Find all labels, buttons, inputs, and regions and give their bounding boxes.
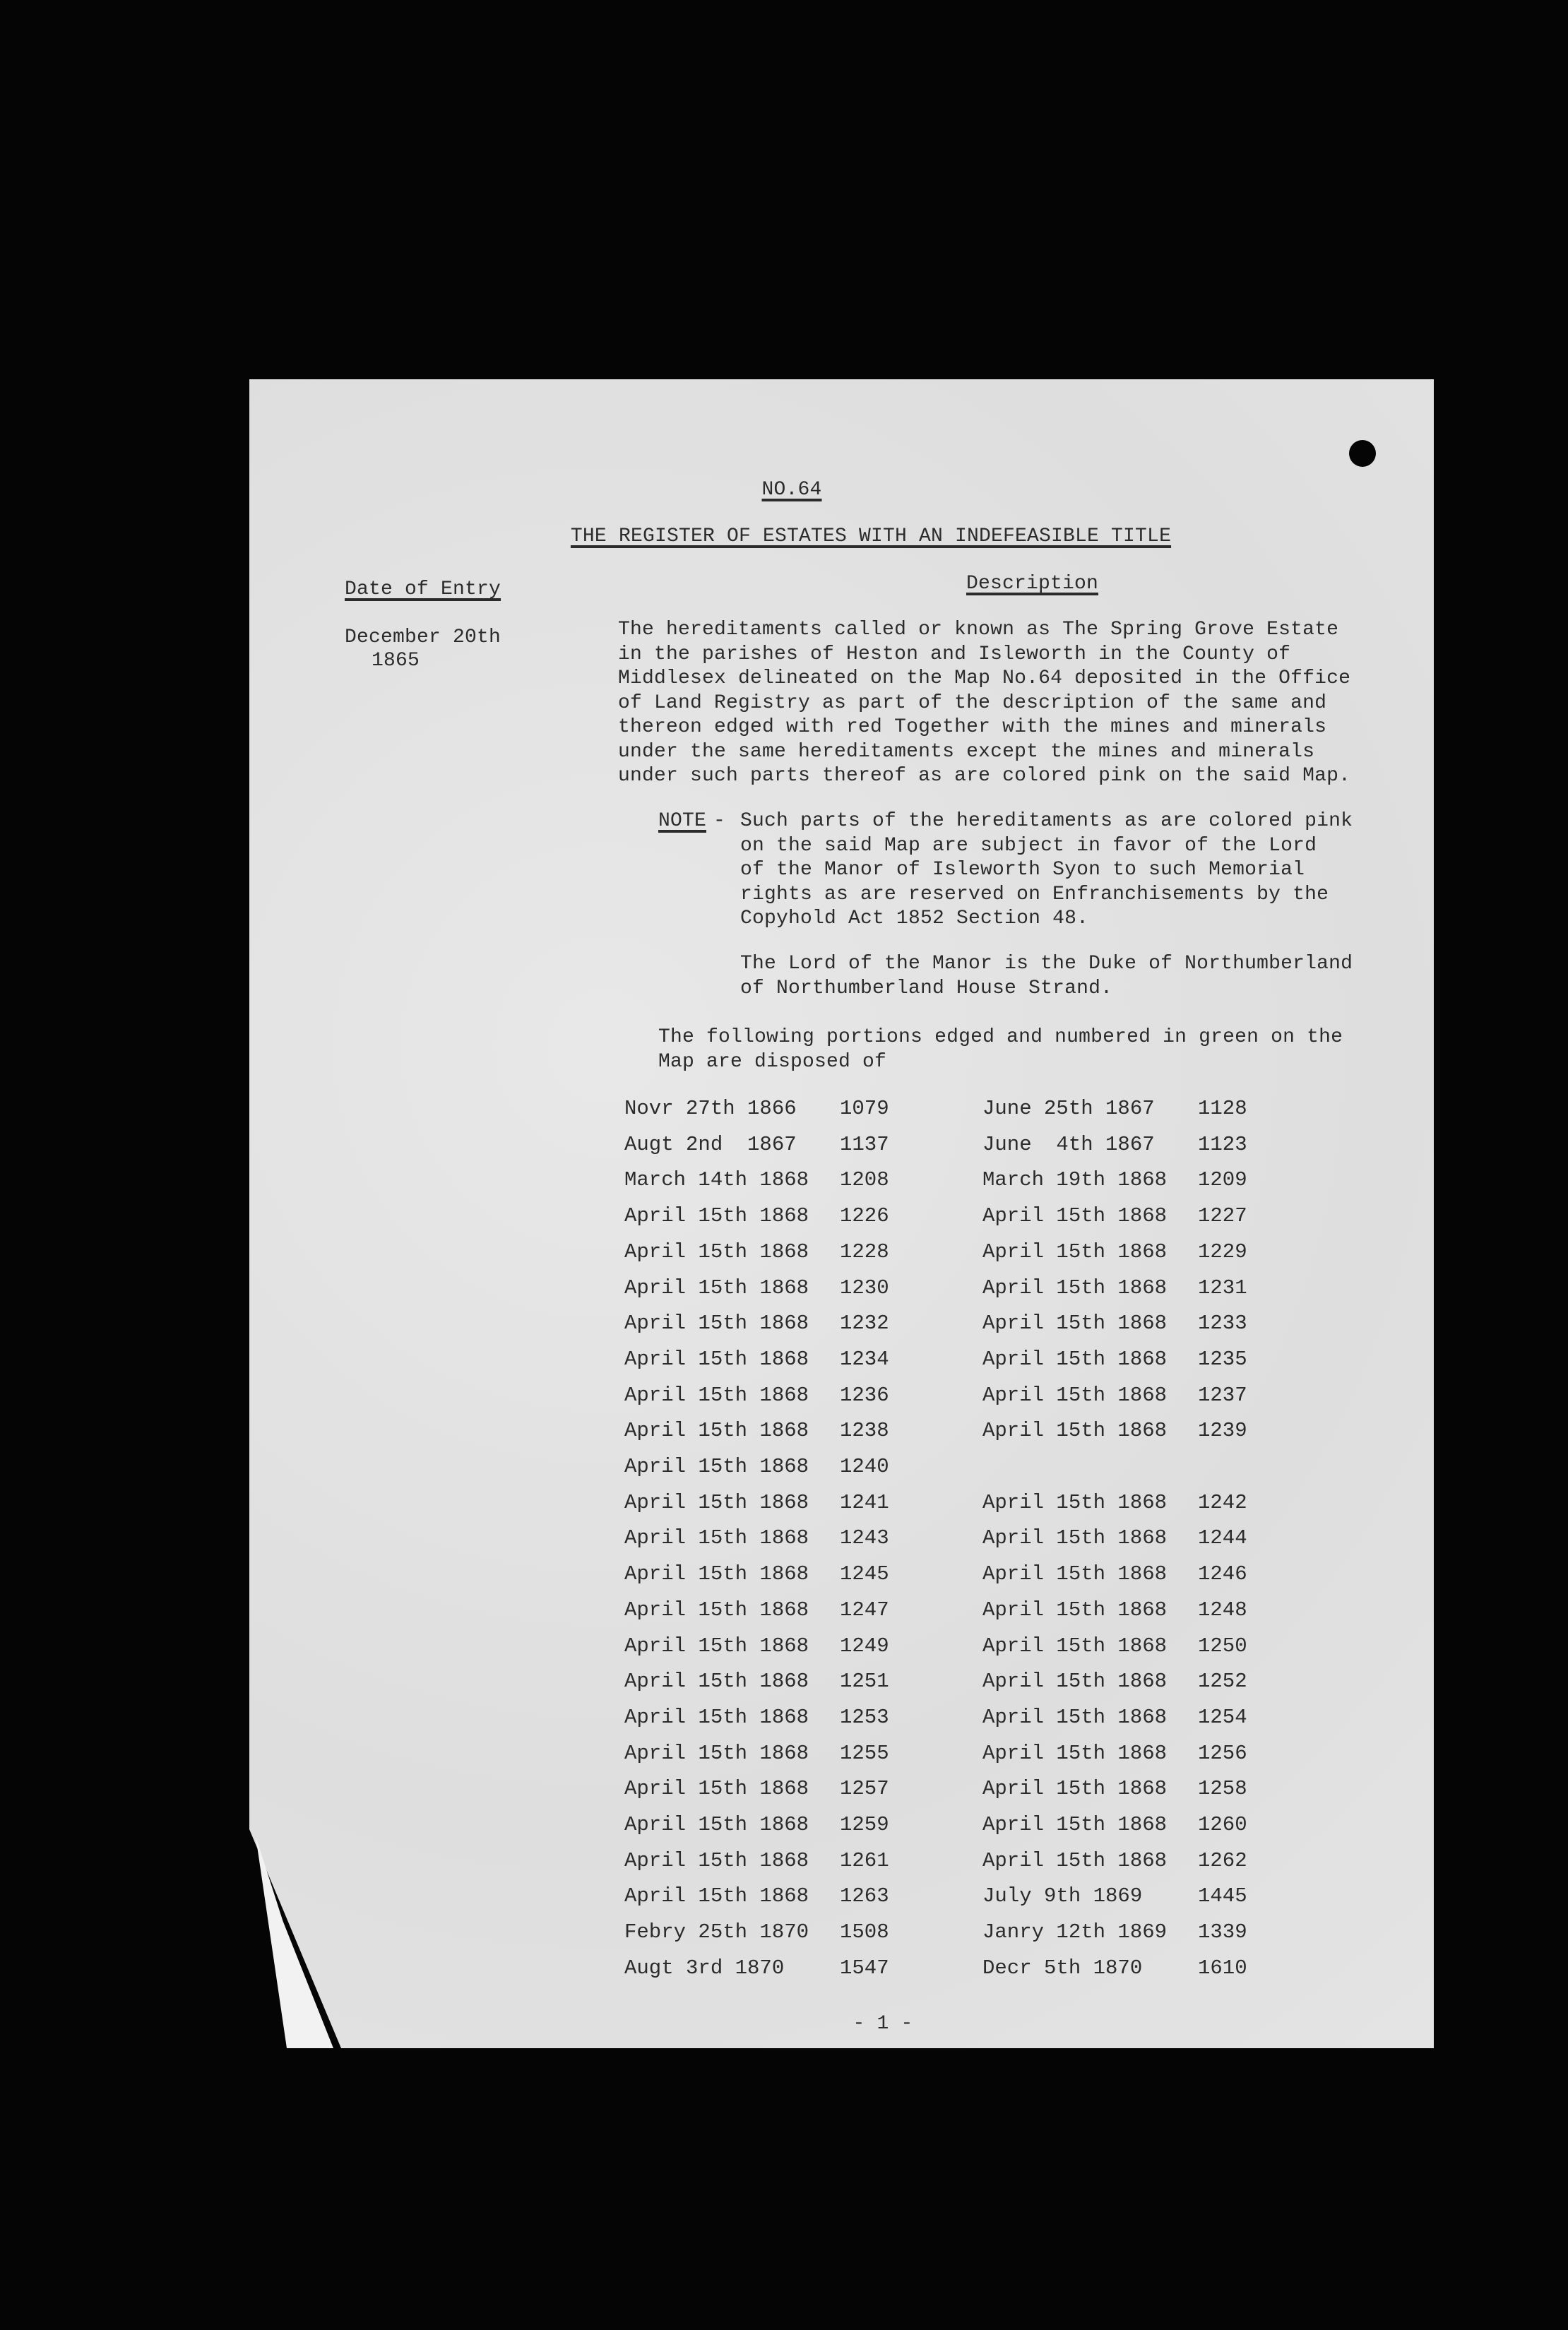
portion-number: 1547	[840, 1956, 889, 1980]
portion-date: April 15th 1868	[982, 1419, 1168, 1443]
portion-date: July 9th 1869	[982, 1884, 1143, 1908]
portion-date: April 15th 1868	[982, 1848, 1168, 1872]
portion-number: 1238	[840, 1419, 889, 1443]
portion-number: 1243	[840, 1526, 889, 1550]
portion-date: April 15th 1868	[624, 1204, 809, 1228]
portion-number: 1232	[840, 1312, 889, 1336]
portion-date: Decr 5th 1870	[982, 1956, 1143, 1980]
portion-date: April 15th 1868	[624, 1813, 809, 1836]
note-dash: -	[713, 810, 726, 832]
portion-number: 1229	[1198, 1240, 1247, 1264]
portion-number: 1240	[840, 1455, 889, 1478]
portion-number: 1251	[840, 1670, 889, 1694]
portion-number: 1226	[840, 1204, 889, 1228]
portion-date: Janry 12th 1869	[982, 1920, 1168, 1944]
portion-date: April 15th 1868	[982, 1312, 1168, 1336]
portion-date: April 15th 1868	[624, 1634, 809, 1658]
portion-date: April 15th 1868	[982, 1634, 1168, 1658]
portion-date: Augt 2nd 1867	[624, 1132, 797, 1156]
portion-number: 1241	[840, 1490, 889, 1514]
note-label: NOTE	[658, 810, 707, 832]
portion-date: April 15th 1868	[982, 1670, 1168, 1694]
portion-number: 1234	[840, 1347, 889, 1371]
document-number: NO.64	[761, 479, 822, 501]
portion-number: 1508	[840, 1920, 889, 1944]
portion-date: April 15th 1868	[982, 1705, 1168, 1729]
portion-date: April 15th 1868	[624, 1490, 809, 1514]
portion-number: 1239	[1198, 1419, 1247, 1443]
portion-date: June 25th 1867	[982, 1097, 1155, 1120]
portion-date: March 19th 1868	[982, 1168, 1168, 1192]
portion-number: 1237	[1198, 1383, 1247, 1407]
entry-date: December 20th	[345, 626, 501, 648]
portion-number: 1260	[1198, 1813, 1247, 1836]
entry-year: 1865	[372, 650, 420, 672]
text-line: Copyhold Act 1852 Section 48.	[740, 908, 1089, 929]
portion-number: 1610	[1198, 1956, 1247, 1980]
portion-date: April 15th 1868	[982, 1276, 1168, 1300]
portion-number: 1123	[1198, 1132, 1247, 1156]
portion-number: 1230	[840, 1276, 889, 1300]
portion-number: 1137	[840, 1132, 889, 1156]
portion-number: 1258	[1198, 1777, 1247, 1801]
portion-date: April 15th 1868	[624, 1848, 809, 1872]
portion-number: 1249	[840, 1634, 889, 1658]
description-header: Description	[966, 573, 1099, 595]
portion-date: April 15th 1868	[624, 1670, 809, 1694]
portion-number: 1233	[1198, 1312, 1247, 1336]
punch-hole	[1349, 440, 1376, 467]
portion-date: Novr 27th 1866	[624, 1097, 797, 1120]
portion-date: April 15th 1868	[624, 1240, 809, 1264]
portion-number: 1257	[840, 1777, 889, 1801]
portion-date: Augt 3rd 1870	[624, 1956, 785, 1980]
text-line: The following portions edged and numbered in green on the	[658, 1026, 1343, 1048]
portion-number: 1244	[1198, 1526, 1247, 1550]
portion-number: 1259	[840, 1813, 889, 1836]
text-line: The hereditaments called or known as The Spring Grove Estate	[618, 619, 1339, 641]
portion-date: April 15th 1868	[624, 1777, 809, 1801]
portion-number: 1255	[840, 1741, 889, 1765]
portion-number: 1245	[840, 1562, 889, 1586]
portion-number: 1252	[1198, 1670, 1247, 1694]
portion-number: 1253	[840, 1705, 889, 1729]
date-of-entry-header: Date of Entry	[345, 578, 501, 600]
portion-date: April 15th 1868	[982, 1562, 1168, 1586]
portion-date: April 15th 1868	[624, 1705, 809, 1729]
text-line: under the same hereditaments except the mines and minerals	[618, 740, 1315, 763]
portion-number: 1262	[1198, 1848, 1247, 1872]
portion-date: April 15th 1868	[624, 1419, 809, 1443]
portion-number: 1246	[1198, 1562, 1247, 1586]
text-line: of the Manor of Isleworth Syon to such Memorial	[740, 859, 1305, 881]
portion-date: April 15th 1868	[982, 1813, 1168, 1836]
portion-number: 1231	[1198, 1276, 1247, 1300]
portion-number: 1227	[1198, 1204, 1247, 1228]
portion-number: 1250	[1198, 1634, 1247, 1658]
portion-date: April 15th 1868	[982, 1240, 1168, 1264]
text-line: Map are disposed of	[658, 1050, 887, 1073]
portion-date: April 15th 1868	[982, 1347, 1168, 1371]
portion-date: April 15th 1868	[624, 1347, 809, 1371]
portion-number: 1263	[840, 1884, 889, 1908]
text-line: of Northumberland House Strand.	[740, 977, 1113, 999]
portion-date: April 15th 1868	[982, 1204, 1168, 1228]
portion-date: April 15th 1868	[624, 1312, 809, 1336]
portion-number: 1128	[1198, 1097, 1247, 1120]
portion-number: 1228	[840, 1240, 889, 1264]
portion-date: April 15th 1868	[624, 1526, 809, 1550]
page-number: - 1 -	[853, 2013, 913, 2035]
portion-date: April 15th 1868	[624, 1276, 809, 1300]
portion-date: Febry 25th 1870	[624, 1920, 809, 1944]
portion-date: April 15th 1868	[624, 1562, 809, 1586]
portion-date: March 14th 1868	[624, 1168, 809, 1192]
portion-date: April 15th 1868	[982, 1741, 1168, 1765]
portion-number: 1235	[1198, 1347, 1247, 1371]
text-line: in the parishes of Heston and Isleworth in the County of	[618, 643, 1291, 665]
portion-number: 1339	[1198, 1920, 1247, 1944]
portion-number: 1256	[1198, 1741, 1247, 1765]
text-line: on the said Map are subject in favor of the Lord	[740, 834, 1317, 857]
portion-number: 1261	[840, 1848, 889, 1872]
portion-number: 1242	[1198, 1490, 1247, 1514]
portion-number: 1254	[1198, 1705, 1247, 1729]
portion-date: April 15th 1868	[624, 1598, 809, 1622]
text-line: under such parts thereof as are colored pink on the said Map.	[618, 765, 1351, 787]
portion-date: April 15th 1868	[982, 1777, 1168, 1801]
portion-date: April 15th 1868	[982, 1383, 1168, 1407]
portion-date: April 15th 1868	[982, 1598, 1168, 1622]
portion-number: 1209	[1198, 1168, 1247, 1192]
portion-number: 1445	[1198, 1884, 1247, 1908]
document-title: THE REGISTER OF ESTATES WITH AN INDEFEASIBLE TITLE	[570, 525, 1172, 547]
text-line: The Lord of the Manor is the Duke of Northumberland	[740, 953, 1353, 975]
text-line: rights as are reserved on Enfranchisements by the	[740, 883, 1329, 905]
portion-date: April 15th 1868	[982, 1526, 1168, 1550]
text-line: thereon edged with red Together with the mines and minerals	[618, 716, 1327, 738]
portion-date: April 15th 1868	[624, 1741, 809, 1765]
portion-date: April 15th 1868	[624, 1383, 809, 1407]
portion-date: April 15th 1868	[624, 1455, 809, 1478]
text-line: of Land Registry as part of the description of the same and	[618, 691, 1327, 714]
text-line: Such parts of the hereditaments as are colored pink	[740, 810, 1353, 832]
portion-number: 1079	[840, 1097, 889, 1120]
portion-date: April 15th 1868	[624, 1884, 809, 1908]
portion-number: 1208	[840, 1168, 889, 1192]
portion-number: 1247	[840, 1598, 889, 1622]
portion-date: April 15th 1868	[982, 1490, 1168, 1514]
portion-date: June 4th 1867	[982, 1132, 1155, 1156]
portion-number: 1236	[840, 1383, 889, 1407]
text-line: Middlesex delineated on the Map No.64 deposited in the Office	[618, 667, 1351, 689]
portion-number: 1248	[1198, 1598, 1247, 1622]
